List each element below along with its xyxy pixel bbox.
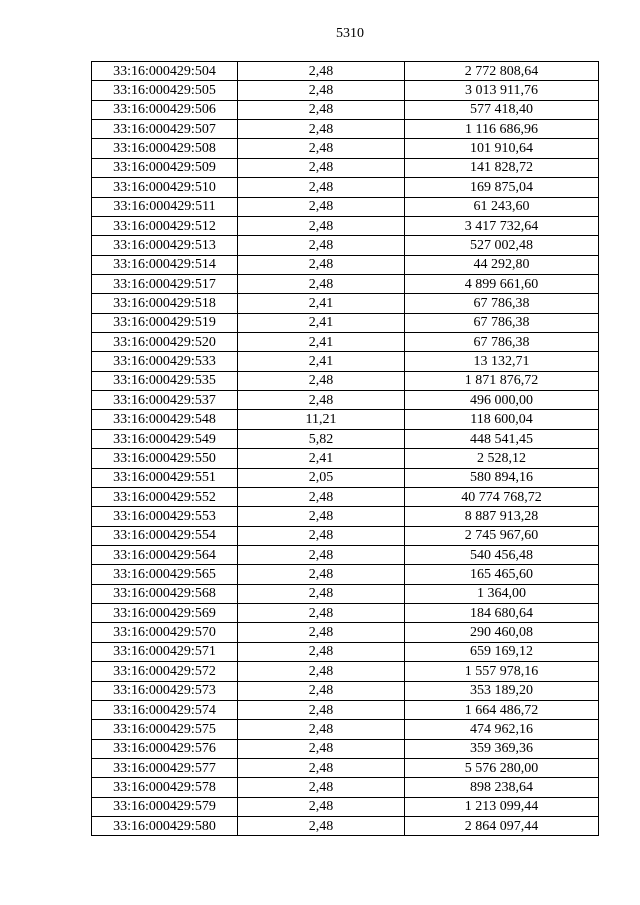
table-row (92, 294, 599, 313)
cadastral-value-cell: 353 189,20 (405, 681, 599, 700)
table-row (92, 797, 599, 816)
table-row (92, 604, 599, 623)
table-row (92, 429, 599, 448)
cadastral-value-cell: 184 680,64 (405, 604, 599, 623)
table-row (92, 817, 599, 836)
table-row (92, 410, 599, 429)
cadastral-value-cell: 40 774 768,72 (405, 487, 599, 506)
table-row (92, 739, 599, 758)
cadastral-value-cell: 1 116 686,96 (405, 120, 599, 139)
cadastral-value-cell: 44 292,80 (405, 255, 599, 274)
table-row (92, 681, 599, 700)
cadastral-value-cell: 101 910,64 (405, 139, 599, 158)
rate-cell: 2,48 (238, 236, 405, 255)
cadastral-value-cell: 2 745 967,60 (405, 526, 599, 545)
cadastral-value-cell: 61 243,60 (405, 197, 599, 216)
rate-cell: 2,48 (238, 526, 405, 545)
rate-cell: 2,48 (238, 739, 405, 758)
cadastral-value-cell: 580 894,16 (405, 468, 599, 487)
table-row (92, 565, 599, 584)
cadastral-value-table (91, 61, 599, 836)
rate-cell: 2,48 (238, 487, 405, 506)
rate-cell: 2,48 (238, 758, 405, 777)
cadastral-number-cell: 33:16:000429:577 (92, 758, 238, 777)
rate-cell: 2,48 (238, 797, 405, 816)
cadastral-value-cell: 1 557 978,16 (405, 662, 599, 681)
table-row (92, 662, 599, 681)
cadastral-value-cell: 8 887 913,28 (405, 507, 599, 526)
cadastral-number-cell: 33:16:000429:511 (92, 197, 238, 216)
cadastral-value-cell: 118 600,04 (405, 410, 599, 429)
cadastral-value-cell: 141 828,72 (405, 158, 599, 177)
table-row (92, 236, 599, 255)
cadastral-number-cell: 33:16:000429:535 (92, 371, 238, 390)
rate-cell: 5,82 (238, 429, 405, 448)
rate-cell: 2,48 (238, 545, 405, 564)
cadastral-value-cell: 496 000,00 (405, 391, 599, 410)
cadastral-value-cell: 577 418,40 (405, 100, 599, 119)
cadastral-value-cell: 659 169,12 (405, 642, 599, 661)
table-row (92, 120, 599, 139)
cadastral-number-cell: 33:16:000429:517 (92, 274, 238, 293)
cadastral-value-cell: 5 576 280,00 (405, 758, 599, 777)
rate-cell: 2,48 (238, 120, 405, 139)
cadastral-value-cell: 3 013 911,76 (405, 81, 599, 100)
rate-cell: 2,48 (238, 604, 405, 623)
cadastral-number-cell: 33:16:000429:533 (92, 352, 238, 371)
cadastral-number-cell: 33:16:000429:568 (92, 584, 238, 603)
table-row (92, 642, 599, 661)
cadastral-value-cell: 165 465,60 (405, 565, 599, 584)
rate-cell: 2,48 (238, 274, 405, 293)
rate-cell: 2,48 (238, 507, 405, 526)
cadastral-number-cell: 33:16:000429:552 (92, 487, 238, 506)
cadastral-value-cell: 898 238,64 (405, 778, 599, 797)
cadastral-number-cell: 33:16:000429:570 (92, 623, 238, 642)
rate-cell: 2,41 (238, 449, 405, 468)
rate-cell: 2,48 (238, 139, 405, 158)
table-row (92, 100, 599, 119)
cadastral-value-cell: 2 864 097,44 (405, 817, 599, 836)
cadastral-number-cell: 33:16:000429:569 (92, 604, 238, 623)
rate-cell: 2,41 (238, 333, 405, 352)
cadastral-value-cell: 540 456,48 (405, 545, 599, 564)
cadastral-number-cell: 33:16:000429:510 (92, 178, 238, 197)
table-row (92, 371, 599, 390)
rate-cell: 2,48 (238, 255, 405, 274)
rate-cell: 2,48 (238, 100, 405, 119)
table-row (92, 274, 599, 293)
rate-cell: 2,48 (238, 178, 405, 197)
cadastral-number-cell: 33:16:000429:548 (92, 410, 238, 429)
table-row (92, 255, 599, 274)
table-row (92, 139, 599, 158)
cadastral-number-cell: 33:16:000429:514 (92, 255, 238, 274)
cadastral-value-cell: 2 772 808,64 (405, 62, 599, 81)
cadastral-value-cell: 4 899 661,60 (405, 274, 599, 293)
table-row (92, 81, 599, 100)
rate-cell: 2,48 (238, 62, 405, 81)
page-number: 5310 (336, 26, 364, 41)
cadastral-number-cell: 33:16:000429:579 (92, 797, 238, 816)
cadastral-number-cell: 33:16:000429:537 (92, 391, 238, 410)
rate-cell: 2,48 (238, 565, 405, 584)
cadastral-value-cell: 448 541,45 (405, 429, 599, 448)
cadastral-number-cell: 33:16:000429:513 (92, 236, 238, 255)
cadastral-value-cell: 1 871 876,72 (405, 371, 599, 390)
rate-cell: 2,41 (238, 313, 405, 332)
cadastral-value-cell: 1 213 099,44 (405, 797, 599, 816)
cadastral-value-cell: 67 786,38 (405, 294, 599, 313)
cadastral-value-cell: 290 460,08 (405, 623, 599, 642)
cadastral-value-cell: 527 002,48 (405, 236, 599, 255)
cadastral-number-cell: 33:16:000429:505 (92, 81, 238, 100)
cadastral-number-cell: 33:16:000429:578 (92, 778, 238, 797)
table-row (92, 487, 599, 506)
table-row (92, 720, 599, 739)
table-row (92, 158, 599, 177)
rate-cell: 2,48 (238, 584, 405, 603)
table-row (92, 178, 599, 197)
cadastral-value-cell: 169 875,04 (405, 178, 599, 197)
cadastral-number-cell: 33:16:000429:520 (92, 333, 238, 352)
rate-cell: 2,48 (238, 700, 405, 719)
cadastral-number-cell: 33:16:000429:506 (92, 100, 238, 119)
rate-cell: 2,48 (238, 817, 405, 836)
rate-cell: 2,48 (238, 216, 405, 235)
cadastral-number-cell: 33:16:000429:512 (92, 216, 238, 235)
rate-cell: 2,41 (238, 294, 405, 313)
cadastral-value-cell: 67 786,38 (405, 313, 599, 332)
rate-cell: 2,48 (238, 681, 405, 700)
cadastral-number-cell: 33:16:000429:574 (92, 700, 238, 719)
rate-cell: 2,41 (238, 352, 405, 371)
cadastral-value-cell: 2 528,12 (405, 449, 599, 468)
cadastral-value-cell: 67 786,38 (405, 333, 599, 352)
cadastral-value-cell: 1 664 486,72 (405, 700, 599, 719)
cadastral-number-cell: 33:16:000429:565 (92, 565, 238, 584)
cadastral-number-cell: 33:16:000429:518 (92, 294, 238, 313)
table-row (92, 758, 599, 777)
table-row (92, 468, 599, 487)
rate-cell: 2,48 (238, 778, 405, 797)
cadastral-value-cell: 474 962,16 (405, 720, 599, 739)
table-row (92, 391, 599, 410)
cadastral-number-cell: 33:16:000429:575 (92, 720, 238, 739)
cadastral-number-cell: 33:16:000429:551 (92, 468, 238, 487)
table-row (92, 449, 599, 468)
rate-cell: 2,48 (238, 642, 405, 661)
cadastral-number-cell: 33:16:000429:550 (92, 449, 238, 468)
table-row (92, 313, 599, 332)
table-row (92, 526, 599, 545)
cadastral-number-cell: 33:16:000429:519 (92, 313, 238, 332)
cadastral-number-cell: 33:16:000429:549 (92, 429, 238, 448)
cadastral-number-cell: 33:16:000429:509 (92, 158, 238, 177)
cadastral-number-cell: 33:16:000429:571 (92, 642, 238, 661)
rate-cell: 2,48 (238, 720, 405, 739)
cadastral-value-cell: 3 417 732,64 (405, 216, 599, 235)
cadastral-value-cell: 13 132,71 (405, 352, 599, 371)
cadastral-value-cell: 359 369,36 (405, 739, 599, 758)
rate-cell: 2,48 (238, 662, 405, 681)
rate-cell: 2,48 (238, 197, 405, 216)
cadastral-number-cell: 33:16:000429:564 (92, 545, 238, 564)
table-row (92, 333, 599, 352)
table-row (92, 507, 599, 526)
table-row (92, 778, 599, 797)
table-row (92, 545, 599, 564)
rate-cell: 11,21 (238, 410, 405, 429)
cadastral-number-cell: 33:16:000429:507 (92, 120, 238, 139)
table-row (92, 352, 599, 371)
table-row (92, 700, 599, 719)
cadastral-number-cell: 33:16:000429:554 (92, 526, 238, 545)
rate-cell: 2,48 (238, 623, 405, 642)
rate-cell: 2,05 (238, 468, 405, 487)
cadastral-number-cell: 33:16:000429:580 (92, 817, 238, 836)
table-body (92, 62, 599, 836)
cadastral-number-cell: 33:16:000429:576 (92, 739, 238, 758)
rate-cell: 2,48 (238, 371, 405, 390)
rate-cell: 2,48 (238, 158, 405, 177)
table-row (92, 197, 599, 216)
cadastral-number-cell: 33:16:000429:573 (92, 681, 238, 700)
cadastral-number-cell: 33:16:000429:504 (92, 62, 238, 81)
cadastral-number-cell: 33:16:000429:508 (92, 139, 238, 158)
table-row (92, 216, 599, 235)
table-row (92, 584, 599, 603)
cadastral-value-cell: 1 364,00 (405, 584, 599, 603)
cadastral-number-cell: 33:16:000429:572 (92, 662, 238, 681)
rate-cell: 2,48 (238, 391, 405, 410)
rate-cell: 2,48 (238, 81, 405, 100)
table-row (92, 62, 599, 81)
cadastral-number-cell: 33:16:000429:553 (92, 507, 238, 526)
table-row (92, 623, 599, 642)
